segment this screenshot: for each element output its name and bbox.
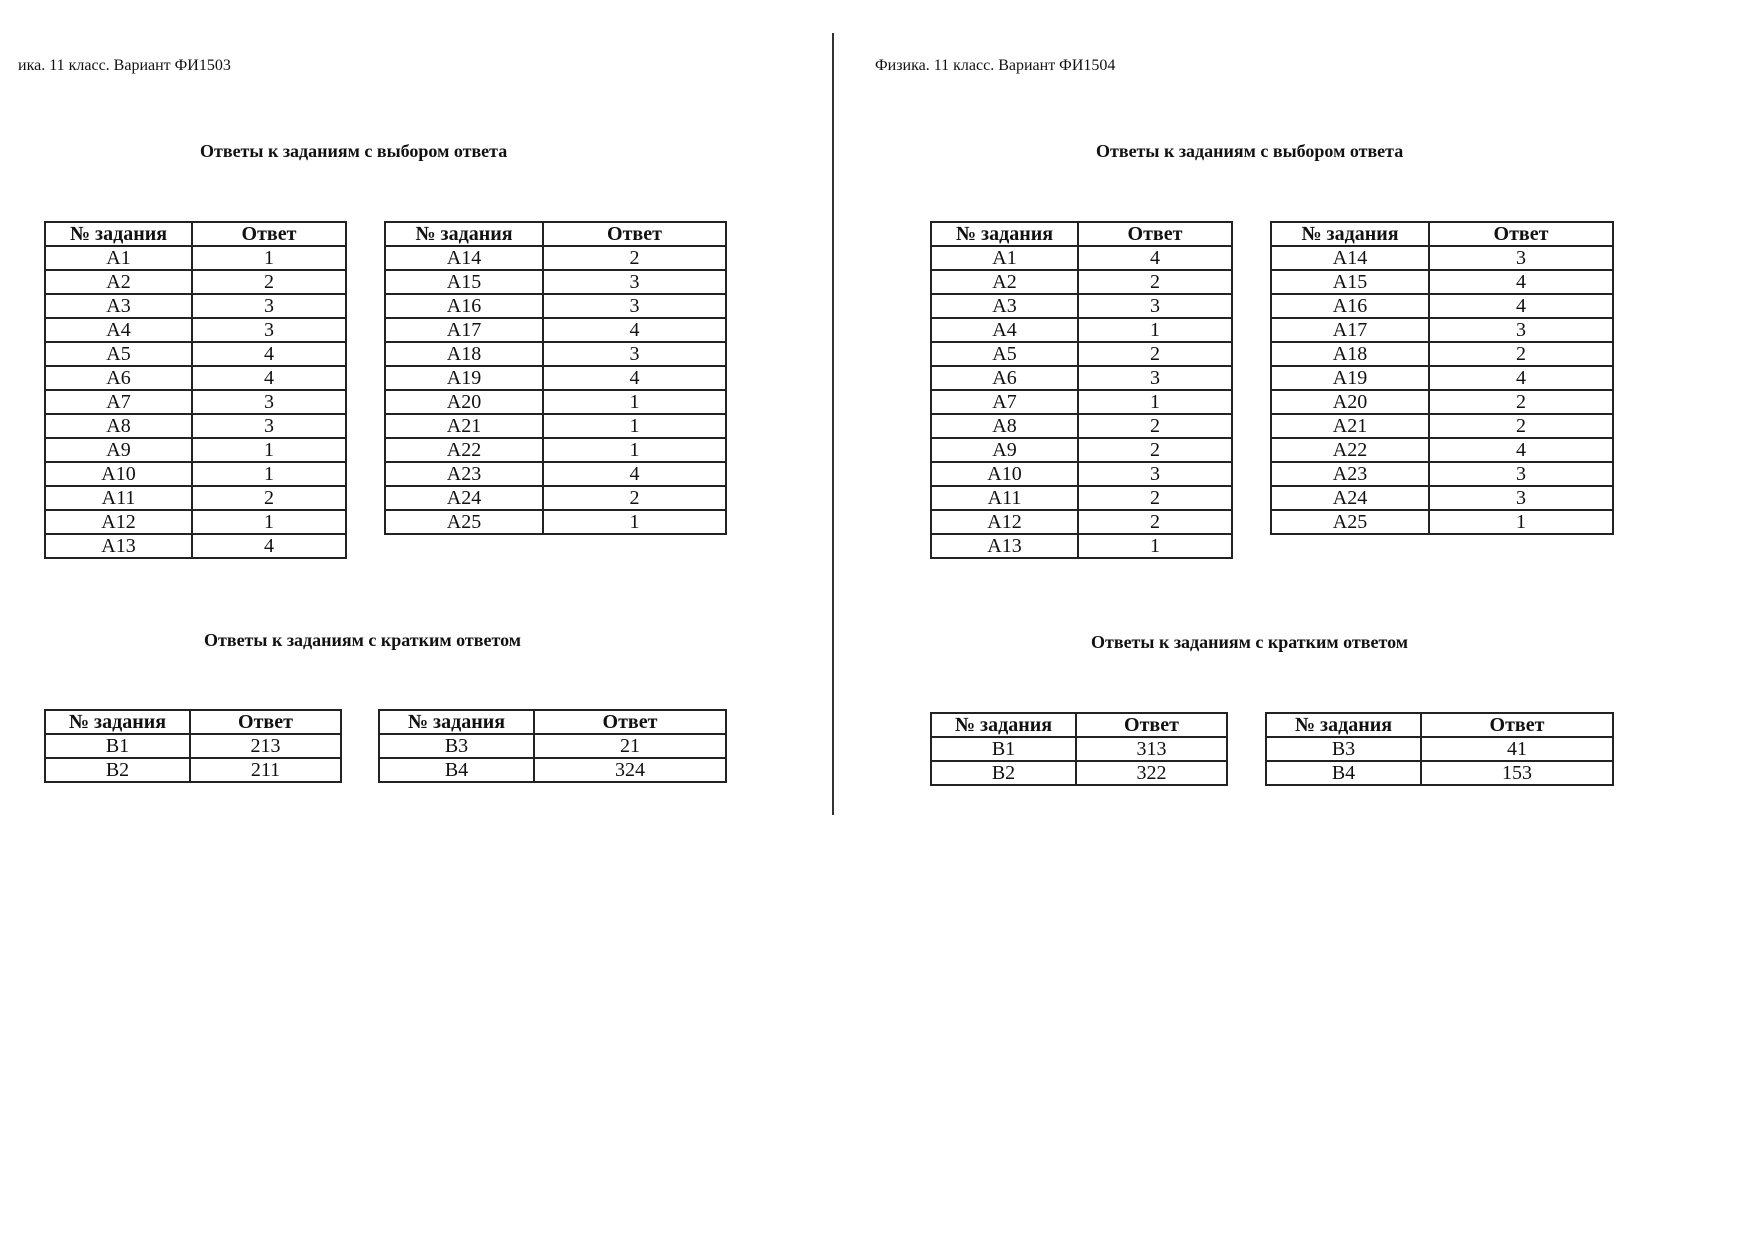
task-number-cell: A24 <box>1271 486 1429 510</box>
answer-cell: 1 <box>543 510 726 534</box>
table-row <box>385 438 726 462</box>
answer-cell: 1 <box>1078 390 1232 414</box>
table-row <box>931 270 1232 294</box>
answer-cell: 3 <box>192 318 346 342</box>
table-row <box>1271 486 1613 510</box>
answer-cell: 2 <box>1429 342 1613 366</box>
answer-cell: 3 <box>543 342 726 366</box>
task-number-cell: A25 <box>1271 510 1429 534</box>
column-header-answer: Ответ <box>543 222 726 246</box>
table-row <box>1266 737 1613 761</box>
answer-cell: 3 <box>192 390 346 414</box>
mc-table-right <box>384 221 727 535</box>
table-row <box>931 486 1232 510</box>
column-header-answer: Ответ <box>1421 713 1613 737</box>
table-row <box>931 318 1232 342</box>
sa-table-right <box>378 709 727 783</box>
answer-cell: 2 <box>1078 510 1232 534</box>
task-number-cell: A8 <box>45 414 192 438</box>
table-row <box>45 414 346 438</box>
table-row <box>931 366 1232 390</box>
table-row <box>45 342 346 366</box>
task-number-cell: B3 <box>379 734 534 758</box>
table-row <box>931 462 1232 486</box>
table-row <box>45 366 346 390</box>
task-number-cell: B2 <box>45 758 190 782</box>
table-row <box>45 246 346 270</box>
task-number-cell: A4 <box>45 318 192 342</box>
answer-cell: 153 <box>1421 761 1613 785</box>
answer-cell: 2 <box>1429 390 1613 414</box>
table-header-row <box>385 222 726 246</box>
answer-cell: 2 <box>543 246 726 270</box>
mc-table-right <box>1270 221 1614 535</box>
task-number-cell: A23 <box>385 462 543 486</box>
mc-table-left <box>44 221 347 559</box>
answer-cell: 21 <box>534 734 726 758</box>
answer-cell: 1 <box>192 246 346 270</box>
answer-cell: 1 <box>543 438 726 462</box>
table-header-row <box>931 713 1227 737</box>
task-number-cell: A17 <box>1271 318 1429 342</box>
task-number-cell: B1 <box>45 734 190 758</box>
answer-cell: 1 <box>192 438 346 462</box>
table-header-row <box>1266 713 1613 737</box>
answer-cell: 2 <box>1078 438 1232 462</box>
task-number-cell: A24 <box>385 486 543 510</box>
task-number-cell: B1 <box>931 737 1076 761</box>
answer-cell: 4 <box>1429 438 1613 462</box>
table-row <box>931 534 1232 558</box>
table-row <box>379 758 726 782</box>
multiple-choice-title: Ответы к заданиям с выбором ответа <box>200 141 508 161</box>
multiple-choice-title: Ответы к заданиям с выбором ответа <box>1096 141 1404 161</box>
task-number-cell: A3 <box>931 294 1078 318</box>
answer-cell: 4 <box>1429 294 1613 318</box>
table-header-row <box>45 710 341 734</box>
answer-cell: 3 <box>192 294 346 318</box>
answer-cell: 324 <box>534 758 726 782</box>
table-row <box>1271 294 1613 318</box>
task-number-cell: A11 <box>45 486 192 510</box>
column-header-task: № задания <box>45 710 190 734</box>
answer-cell: 4 <box>192 366 346 390</box>
table-row <box>45 294 346 318</box>
table-row <box>1271 270 1613 294</box>
column-header-task: № задания <box>931 222 1078 246</box>
sa-table-right <box>1265 712 1614 786</box>
table-row <box>1271 246 1613 270</box>
answer-cell: 4 <box>543 366 726 390</box>
answer-cell: 322 <box>1076 761 1227 785</box>
task-number-cell: A21 <box>385 414 543 438</box>
short-answer-title: Ответы к заданиям с кратким ответом <box>1091 632 1408 652</box>
page-header: Физика. 11 класс. Вариант ФИ1504 <box>875 57 1116 74</box>
answer-cell: 3 <box>1429 486 1613 510</box>
sa-table-left <box>930 712 1228 786</box>
table-row <box>385 390 726 414</box>
task-number-cell: A9 <box>931 438 1078 462</box>
task-number-cell: A1 <box>45 246 192 270</box>
table-row <box>379 734 726 758</box>
table-row <box>1271 318 1613 342</box>
task-number-cell: A7 <box>931 390 1078 414</box>
task-number-cell: A7 <box>45 390 192 414</box>
table-row <box>931 294 1232 318</box>
answer-cell: 2 <box>192 486 346 510</box>
table-row <box>45 534 346 558</box>
table-row <box>385 318 726 342</box>
table-row <box>45 438 346 462</box>
task-number-cell: A6 <box>931 366 1078 390</box>
column-header-task: № задания <box>931 713 1076 737</box>
task-number-cell: A11 <box>931 486 1078 510</box>
task-number-cell: A19 <box>1271 366 1429 390</box>
table-row <box>45 486 346 510</box>
answer-cell: 3 <box>192 414 346 438</box>
task-number-cell: A2 <box>931 270 1078 294</box>
table-row <box>385 342 726 366</box>
table-row <box>931 438 1232 462</box>
table-row <box>931 246 1232 270</box>
table-row <box>931 737 1227 761</box>
task-number-cell: A14 <box>1271 246 1429 270</box>
column-header-answer: Ответ <box>190 710 341 734</box>
table-row <box>385 462 726 486</box>
task-number-cell: B4 <box>379 758 534 782</box>
table-row <box>385 246 726 270</box>
task-number-cell: A9 <box>45 438 192 462</box>
table-row <box>931 414 1232 438</box>
task-number-cell: A21 <box>1271 414 1429 438</box>
task-number-cell: A15 <box>1271 270 1429 294</box>
answer-cell: 3 <box>1078 462 1232 486</box>
column-header-task: № задания <box>385 222 543 246</box>
answer-cell: 3 <box>1429 318 1613 342</box>
table-row <box>45 758 341 782</box>
answer-cell: 3 <box>1078 366 1232 390</box>
task-number-cell: A18 <box>385 342 543 366</box>
column-header-answer: Ответ <box>1076 713 1227 737</box>
table-row <box>45 318 346 342</box>
task-number-cell: A22 <box>385 438 543 462</box>
task-number-cell: A23 <box>1271 462 1429 486</box>
task-number-cell: A12 <box>45 510 192 534</box>
task-number-cell: A15 <box>385 270 543 294</box>
table-row <box>1271 438 1613 462</box>
table-row <box>931 390 1232 414</box>
column-header-task: № задания <box>379 710 534 734</box>
task-number-cell: A4 <box>931 318 1078 342</box>
answer-cell: 4 <box>1429 270 1613 294</box>
answer-cell: 213 <box>190 734 341 758</box>
answer-cell: 3 <box>543 294 726 318</box>
answer-cell: 4 <box>192 534 346 558</box>
column-header-answer: Ответ <box>1429 222 1613 246</box>
task-number-cell: A16 <box>385 294 543 318</box>
table-row <box>385 510 726 534</box>
sa-table-left <box>44 709 342 783</box>
column-header-task: № задания <box>45 222 192 246</box>
short-answer-title: Ответы к заданиям с кратким ответом <box>204 630 521 650</box>
answer-cell: 2 <box>1078 342 1232 366</box>
table-row <box>1271 390 1613 414</box>
task-number-cell: B4 <box>1266 761 1421 785</box>
table-header-row <box>931 222 1232 246</box>
table-row <box>45 390 346 414</box>
answer-cell: 4 <box>1078 246 1232 270</box>
task-number-cell: A20 <box>1271 390 1429 414</box>
column-header-answer: Ответ <box>534 710 726 734</box>
task-number-cell: A10 <box>931 462 1078 486</box>
task-number-cell: A10 <box>45 462 192 486</box>
answer-cell: 3 <box>1429 462 1613 486</box>
table-row <box>1266 761 1613 785</box>
task-number-cell: A19 <box>385 366 543 390</box>
task-number-cell: A16 <box>1271 294 1429 318</box>
answer-cell: 3 <box>1078 294 1232 318</box>
answer-cell: 2 <box>1078 486 1232 510</box>
answer-cell: 1 <box>1078 318 1232 342</box>
table-row <box>931 342 1232 366</box>
task-number-cell: A22 <box>1271 438 1429 462</box>
task-number-cell: A5 <box>931 342 1078 366</box>
task-number-cell: A6 <box>45 366 192 390</box>
answer-cell: 2 <box>192 270 346 294</box>
table-row <box>1271 366 1613 390</box>
task-number-cell: A1 <box>931 246 1078 270</box>
table-row <box>1271 342 1613 366</box>
task-number-cell: A17 <box>385 318 543 342</box>
mc-table-left <box>930 221 1233 559</box>
task-number-cell: A8 <box>931 414 1078 438</box>
task-number-cell: A20 <box>385 390 543 414</box>
answer-cell: 2 <box>1078 270 1232 294</box>
answer-cell: 1 <box>1078 534 1232 558</box>
answer-cell: 2 <box>543 486 726 510</box>
answer-cell: 4 <box>192 342 346 366</box>
table-row <box>45 510 346 534</box>
column-header-task: № задания <box>1271 222 1429 246</box>
table-row <box>385 366 726 390</box>
answer-cell: 1 <box>543 414 726 438</box>
answer-cell: 41 <box>1421 737 1613 761</box>
table-row <box>1271 510 1613 534</box>
table-row <box>931 510 1232 534</box>
answer-cell: 4 <box>543 318 726 342</box>
table-header-row <box>45 222 346 246</box>
table-row <box>385 270 726 294</box>
table-row <box>1271 414 1613 438</box>
table-row <box>931 761 1227 785</box>
table-header-row <box>379 710 726 734</box>
task-number-cell: B2 <box>931 761 1076 785</box>
answer-cell: 2 <box>1429 414 1613 438</box>
table-row <box>385 414 726 438</box>
answer-cell: 211 <box>190 758 341 782</box>
table-row <box>45 462 346 486</box>
answer-cell: 1 <box>192 510 346 534</box>
column-header-task: № задания <box>1266 713 1421 737</box>
task-number-cell: A18 <box>1271 342 1429 366</box>
answer-cell: 1 <box>1429 510 1613 534</box>
answer-cell: 1 <box>192 462 346 486</box>
answer-cell: 313 <box>1076 737 1227 761</box>
answer-cell: 2 <box>1078 414 1232 438</box>
table-header-row <box>1271 222 1613 246</box>
answer-cell: 3 <box>1429 246 1613 270</box>
task-number-cell: B3 <box>1266 737 1421 761</box>
answer-cell: 3 <box>543 270 726 294</box>
table-row <box>45 734 341 758</box>
answer-cell: 4 <box>543 462 726 486</box>
table-row <box>1271 462 1613 486</box>
task-number-cell: A3 <box>45 294 192 318</box>
page-divider <box>832 33 834 815</box>
column-header-answer: Ответ <box>1078 222 1232 246</box>
column-header-answer: Ответ <box>192 222 346 246</box>
answer-cell: 1 <box>543 390 726 414</box>
table-row <box>385 294 726 318</box>
task-number-cell: A14 <box>385 246 543 270</box>
task-number-cell: A5 <box>45 342 192 366</box>
page-header: ика. 11 класс. Вариант ФИ1503 <box>18 57 231 74</box>
table-row <box>385 486 726 510</box>
task-number-cell: A13 <box>931 534 1078 558</box>
answer-cell: 4 <box>1429 366 1613 390</box>
task-number-cell: A12 <box>931 510 1078 534</box>
table-row <box>45 270 346 294</box>
task-number-cell: A13 <box>45 534 192 558</box>
task-number-cell: A2 <box>45 270 192 294</box>
task-number-cell: A25 <box>385 510 543 534</box>
